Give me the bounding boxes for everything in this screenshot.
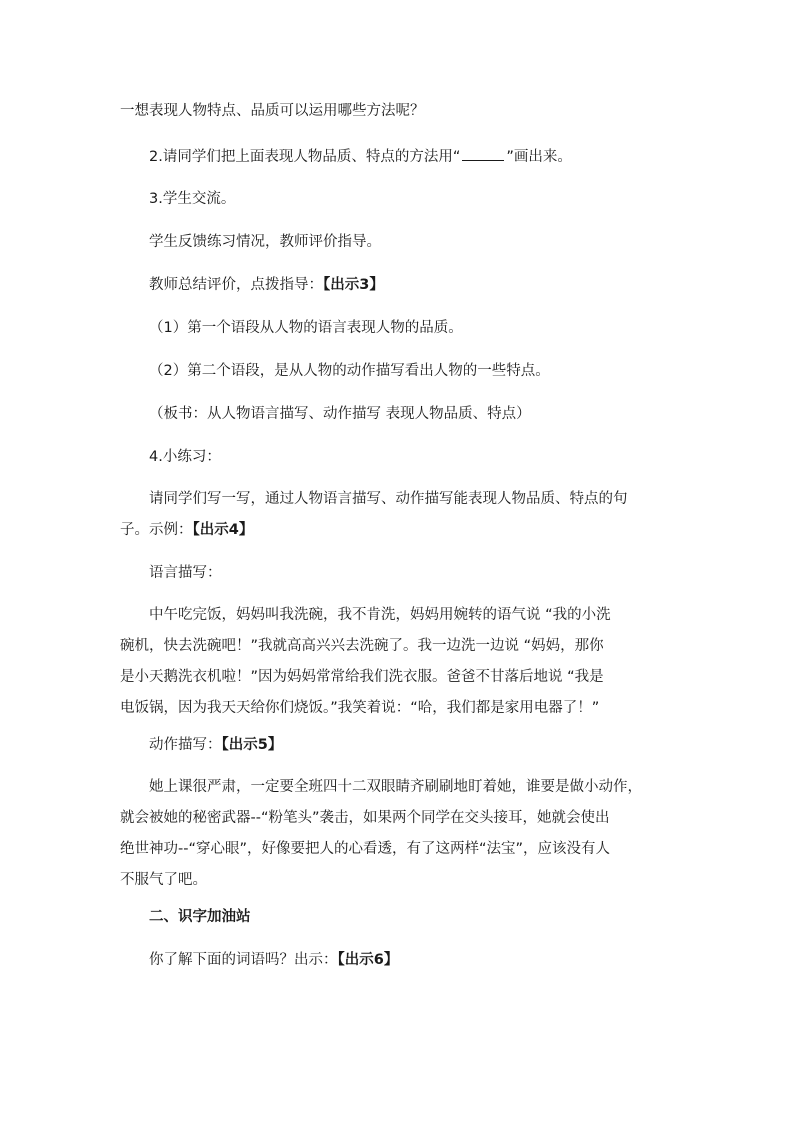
paragraph-point-2 — [149, 361, 719, 381]
heading-text: 二、识字加油站 — [149, 909, 251, 925]
text-row: 电饭锅，因为我天天给你们烧饭。”我笑着说：“哈，我们都是家用电器了！” — [120, 700, 600, 716]
paragraph-step-4 — [149, 447, 719, 467]
paragraph-action-heading — [149, 735, 719, 755]
text-row: 她上课很严肃，一定要全班四十二双眼睛齐刷刷地盯着她，谁要是做小动作， — [149, 779, 642, 795]
show-tag: 【出示6】 — [337, 952, 399, 968]
paragraph-point-1 — [149, 318, 719, 338]
show-tag: 【出示3】 — [323, 277, 384, 293]
text-row: 是小天鹅洗衣机啦！”因为妈妈常常给我们洗衣服。爸爸不甘落后地说 “我是 — [120, 669, 604, 685]
paragraph-step-3 — [149, 189, 719, 209]
text-row — [120, 520, 692, 540]
paragraph-question — [120, 101, 690, 121]
paragraph-summary — [149, 275, 719, 295]
text: 你了解下面的词语吗？出示： — [149, 952, 338, 968]
paragraph-action-example — [120, 777, 692, 890]
paragraph-vocabulary — [149, 950, 719, 970]
paragraph-language-example — [120, 605, 692, 718]
text: 4.小练习： — [149, 449, 221, 465]
paragraph-step-2 — [149, 146, 719, 167]
show-tag: 【出示4】 — [192, 522, 254, 538]
text: 语言描写： — [149, 565, 222, 581]
text: 3.学生交流。 — [149, 191, 236, 207]
text: 一想表现人物特点、品质可以运用哪些方法呢？ — [120, 103, 425, 119]
text: ”画出来。 — [506, 149, 572, 165]
text: 教师总结评价，点拨指导： — [149, 277, 323, 293]
paragraph-feedback — [149, 232, 719, 252]
text-row: 就会被她的秘密武器--“粉笔头”袭击，如果两个同学在交头接耳，她就会使出 — [120, 810, 610, 826]
text: （1）第一个语段从人物的语言表现人物的品质。 — [149, 320, 463, 336]
text-row: 绝世神功--“穿心眼”，好像要把人的心看透，有了这两样“法宝”，应该没有人 — [120, 841, 611, 857]
text: 子。示例： — [120, 522, 193, 538]
text-row: 碗机，快去洗碗吧！”我就高高兴兴去洗碗了。我一边洗一边说 “妈妈，那你 — [120, 638, 604, 654]
text: 2.请同学们把上面表现人物品质、特点的方法用“ — [149, 149, 461, 165]
section-heading — [149, 907, 719, 927]
text-row: 中午吃完饭，妈妈叫我洗碗，我不肯洗，妈妈用婉转的语气说 “我的小洗 — [149, 607, 611, 623]
show-tag: 【出示5】 — [221, 737, 283, 753]
text-row: 不服气了吧。 — [120, 872, 207, 888]
paragraph-language-heading — [149, 563, 719, 583]
text: 动作描写： — [149, 737, 222, 753]
text: （板书：从人物语言描写、动作描写 表现人物品质、特点） — [149, 406, 531, 422]
fill-blank-underline — [462, 146, 504, 161]
text: 学生反馈练习情况，教师评价指导。 — [149, 234, 381, 250]
text: （2）第二个语段，是从人物的动作描写看出人物的一些特点。 — [149, 363, 550, 379]
paragraph-exercise — [120, 489, 692, 540]
paragraph-board-note — [149, 404, 719, 424]
text-row: 请同学们写一写，通过人物语言描写、动作描写能表现人物品质、特点的句 — [149, 491, 628, 507]
